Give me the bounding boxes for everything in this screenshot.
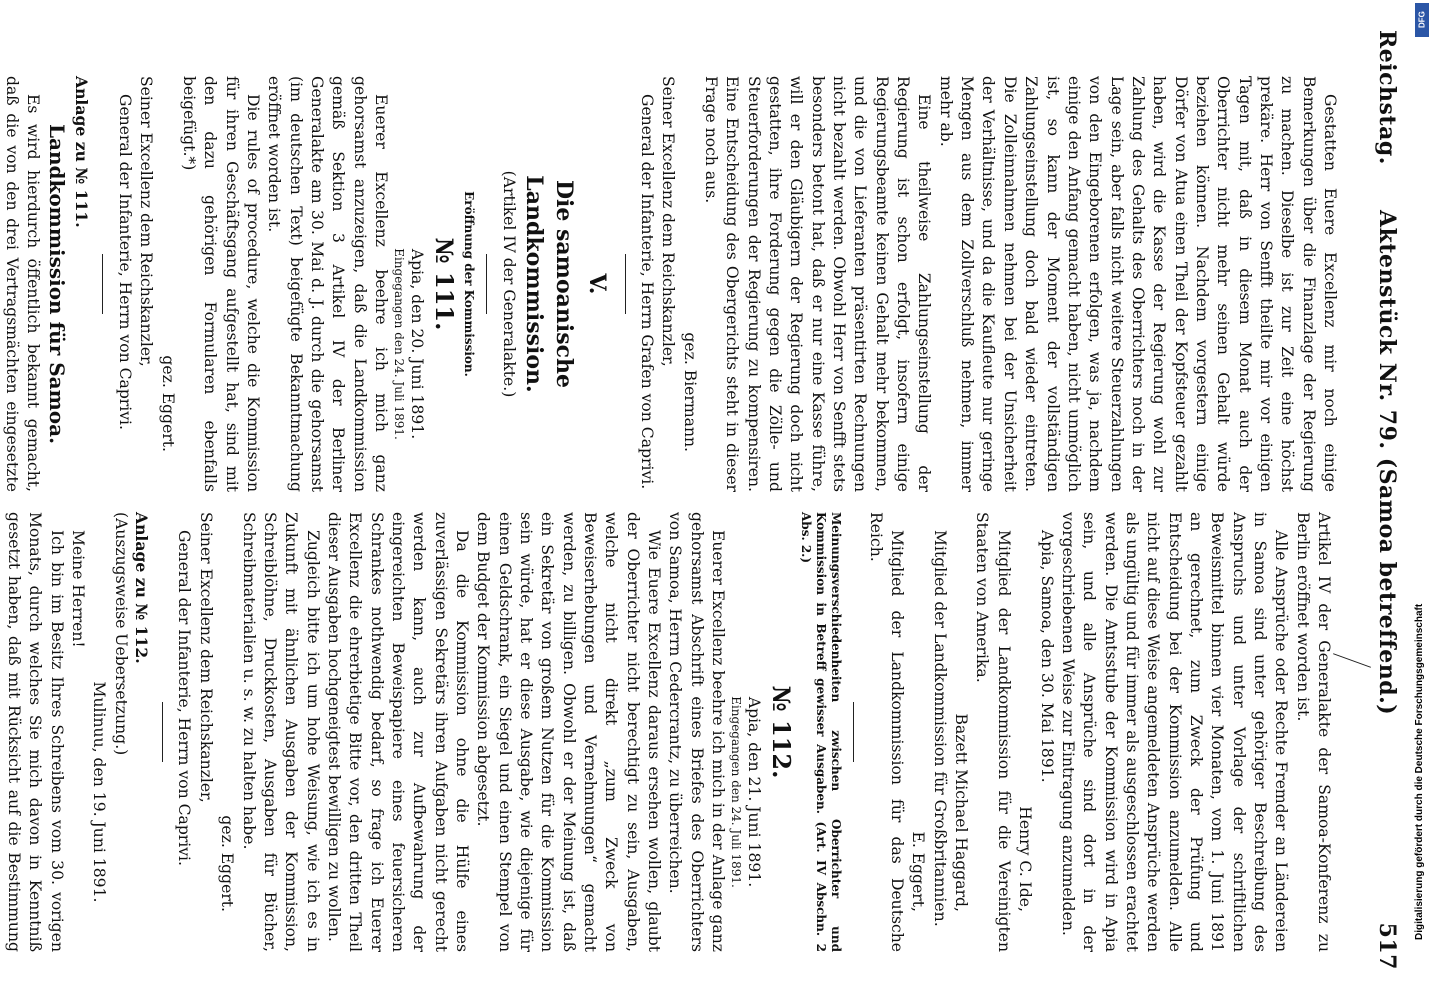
paragraph: Zugleich bitte ich um hohe Weisung, wie ich es in Zukunft mit ähnlichen Ausgaben der Kommission, Schreiblöhne, Druckkosten, Ausgaben für Bücher, Schreibmaterialien u. s. w. zu halten habe. — [239, 512, 322, 952]
running-head — [1346, 30, 1400, 970]
addressee: General der Infanterie, Herrn von Caprivi. — [175, 530, 194, 867]
signature-role: Mitglied der Landkommission für das Deutsche Reich. — [866, 512, 907, 952]
section-number: V. — [583, 273, 610, 295]
paragraph: Da die Kommission ohne die Hülfe eines zuverlässigen Sekretärs ihren Aufgaben nicht gerecht werden kann, auch zur Aufbewahrung der eingereichten Beweispapiere eines feuersicheren Schrankes nothwendig bedarf, so frage ich Euerer Excellenz die ehrerbietige Bitte vor, den dritten Theil dieser Ausgaben hochgeneigtest bewilligen zu wollen. — [324, 512, 471, 952]
signature: gez. Eggert. — [158, 355, 177, 452]
signature: gez. Eggert. — [218, 815, 237, 912]
paragraph: Ich bin im Besitz Ihres Schreibens vom 30. vorigen Monats, durch welches Sie mich davon in Kenntniß gesetzt haben, daß mit Rücksicht auf die Bestimmung — [5, 512, 66, 952]
document-date: Mulinuu, den 19. Juni 1891. — [90, 681, 109, 903]
signature-role: Mitglied der Landkommission für die Vereinigten Staaten von Amerika. — [973, 512, 1013, 952]
paragraph: Eine theilweise Zahlungseinstellung der Regierung ist schon erfolgt, insofern einige Regierungsbeamte keinen Gehalt mehr bekommen, und die von Lieferanten präsentirten Rechnungen nicht bezahlt werden. Obwohl Herr von Senfft stets besonders betont hat, daß er nur eine Kasse führe, will er den Gläubigern der Regierung doch nicht gestatten, ihre Forderung gegen die Zölle- und Steuerforderungen der Regierung zu kompensiren. Eine Entscheidung des Obergerichts steht in dieser Frage noch aus. — [702, 76, 934, 492]
scanned-page — [2, 0, 1412, 1000]
sub-heading: Eröffnung der Kommission. — [462, 191, 477, 377]
addressee: Seiner Excellenz dem Reichskanzler, — [137, 76, 156, 367]
addressee: Seiner Excellenz dem Reichskanzler, — [659, 76, 678, 367]
salutation: Meine Herren! — [69, 530, 88, 648]
sub-heading: Meinungsverschiedenheiten zwischen Oberrichter und Kommission in Betreff gewisser Ausgaben. (Art. IV Abschn. 2 Abs. 2.) — [799, 512, 844, 952]
paragraph: Es wird hierdurch öffentlich bekannt gemacht, daß die von den drei Vertragsmächten eingesetzte — [2, 76, 43, 492]
paragraph: Wie Euere Excellenz daraus ersehen wollen, glaubt der Oberrichter nicht berechtigt zu sein, Ausgaben, welche nicht direkt „zum Zweck von Beweiserhebungen und Vernehmungen“ gemacht werden, zu billigen. Obwohl er der Meinung ist, daß ein Sekretär von großem Nutzen für die Kommission sein würde, hat er diese Ausgabe, wie diejenige für einen Geldschrank, ein Siegel und einen Stempel von dem Budget der Kommission abgesetzt. — [474, 512, 664, 952]
document-number: № 111. — [430, 237, 460, 331]
running-head-left: Reichstag. — [1374, 30, 1400, 165]
appendix-title: Landkommission für Samoa. — [45, 123, 70, 445]
divider — [625, 254, 626, 314]
appendix-heading: Anlage zu № 112. — [132, 512, 152, 664]
received-date: Eingegangen den 24. Juli 1891. — [391, 248, 406, 440]
document-number: № 112. — [767, 685, 797, 779]
appendix-subtitle: (Auszugsweise Uebersetzung.) — [111, 512, 130, 756]
paragraph: Artikel IV der Generalakte der Samoa-Konferenz zu Berlin eröffnet worden ist. — [1293, 512, 1333, 952]
addressee: Seiner Excellenz dem Reichskanzler, — [196, 512, 215, 803]
divider — [853, 702, 854, 762]
addressee: General der Infanterie, Herrn Grafen von Caprivi. — [638, 94, 656, 490]
running-head-title: Aktenstück Nr. 79. (Samoa betreffend.) — [1374, 210, 1400, 716]
section-subtitle: (Artikel IV der Generalakte.) — [499, 170, 518, 398]
addressee: General der Infanterie, Herrn von Caprivi. — [115, 94, 134, 431]
left-column — [0, 76, 1340, 492]
paragraph: Alle Ansprüche oder Rechte Fremder an Ländereien in Samoa sind unter gehöriger Beschreibung des Anspruchs und unter Vorlage der schriftlichen Beweismittel binnen vier Monaten, vom 1. Juni 1891 an gerechnet, zum Zweck der Prüfung und Entscheidung bei der Kommission anzumelden. Alle nicht auf diese Weise angemeldeten Ansprüche werden als ungültig und für immer als ausgeschlossen erachtet werden. Die Amtsstube der Kommission wird in Apia sein, und alle Ansprüche sind dort in der vorgeschriebenen Weise zur Eintragung anzumelden. — [1058, 512, 1291, 952]
dfg-banner — [1412, 0, 1432, 1000]
paragraph: Euerer Excellenz beehre ich mich ganz gehorsamst anzuzeigen, daß die Landkommission gemäß Sektion 3 Artikel IV der Berliner Generalakte am 30. Mai d. J. durch die gehorsamst (im deutschen Text) beigefügte Bekanntmachung eröffnet worden ist. — [265, 76, 390, 492]
received-date: Eingegangen den 24. Juli 1891. — [729, 696, 744, 888]
signature: Henry C. Ide, — [1016, 806, 1035, 912]
paragraph: Apia, Samoa, den 30. Mai 1891. — [1037, 530, 1056, 783]
signature: E. Eggert, — [909, 831, 928, 912]
signature: Bazett Michael Haggard, — [952, 713, 971, 912]
divider — [162, 702, 163, 762]
signature-role: Mitglied der Landkommission für Großbritannien. — [930, 530, 949, 927]
divider — [486, 254, 487, 314]
paragraph: Euerer Excellenz beehre ich mich in der Anlage ganz gehorsamst Abschrift eines Briefes des Oberrichters von Samoa, Herrn Cedercrantz, zu überreichen. — [666, 512, 728, 952]
appendix-heading: Anlage zu № 111. — [72, 76, 92, 228]
dfg-banner-text: Digitalisierung gefördert durch die Deutsche Forschungsgemeinschaft — [1414, 603, 1425, 940]
right-column — [0, 512, 1334, 952]
paragraph: Gestatten Euere Excellenz mir noch einige Bemerkungen über die Finanzlage der Regierung zu machen. Dieselbe ist zur Zeit eine höchst prekäre. Herr von Senfft theilte mir vor einigen Tagen mit, daß in diesem Monat auch der Oberrichter nicht mehr seinen Gehalt würde beziehen können. Nachdem vorgestern einige Dörfer von Atua einen Theil der Kopfsteuer gezahlt haben, wird die Kasse der Regierung wohl zur Zahlung des Gehalts des Oberrichters noch in der Lage sein, aber falls nicht weitere Steuerzahlungen von den Eingeborenen erfolgen, was ja, nachdem einige den Anfang gemacht haben, nicht unmöglich ist, so kann der Moment der vollständigen Zahlungseinstellung doch bald wieder eintreten. Die Zolleinnahmen nehmen bei der Unsicherheit der Verhältnisse, und da die Kaufleute nur geringe Mengen aus dem Zollverschluß nehmen, immer mehr ab. — [936, 76, 1339, 492]
dfg-logo: DFG — [1415, 3, 1429, 37]
divider — [103, 254, 104, 314]
document-date: Apia, den 21. Juni 1891. — [745, 696, 764, 888]
document-date: Apia, den 20. Juni 1891. — [408, 248, 427, 440]
paragraph: Die rules of procedure, welche die Kommission für ihren Geschäftsgang aufgestellt hat, sind mit den dazu gehörigen Formularen ebenfalls beigefügt.*) — [179, 76, 262, 492]
page-number: 517 — [1374, 922, 1400, 970]
section-title: Die samoanische Landkommission. — [520, 175, 577, 393]
signature: gez. Biermann. — [680, 332, 699, 452]
